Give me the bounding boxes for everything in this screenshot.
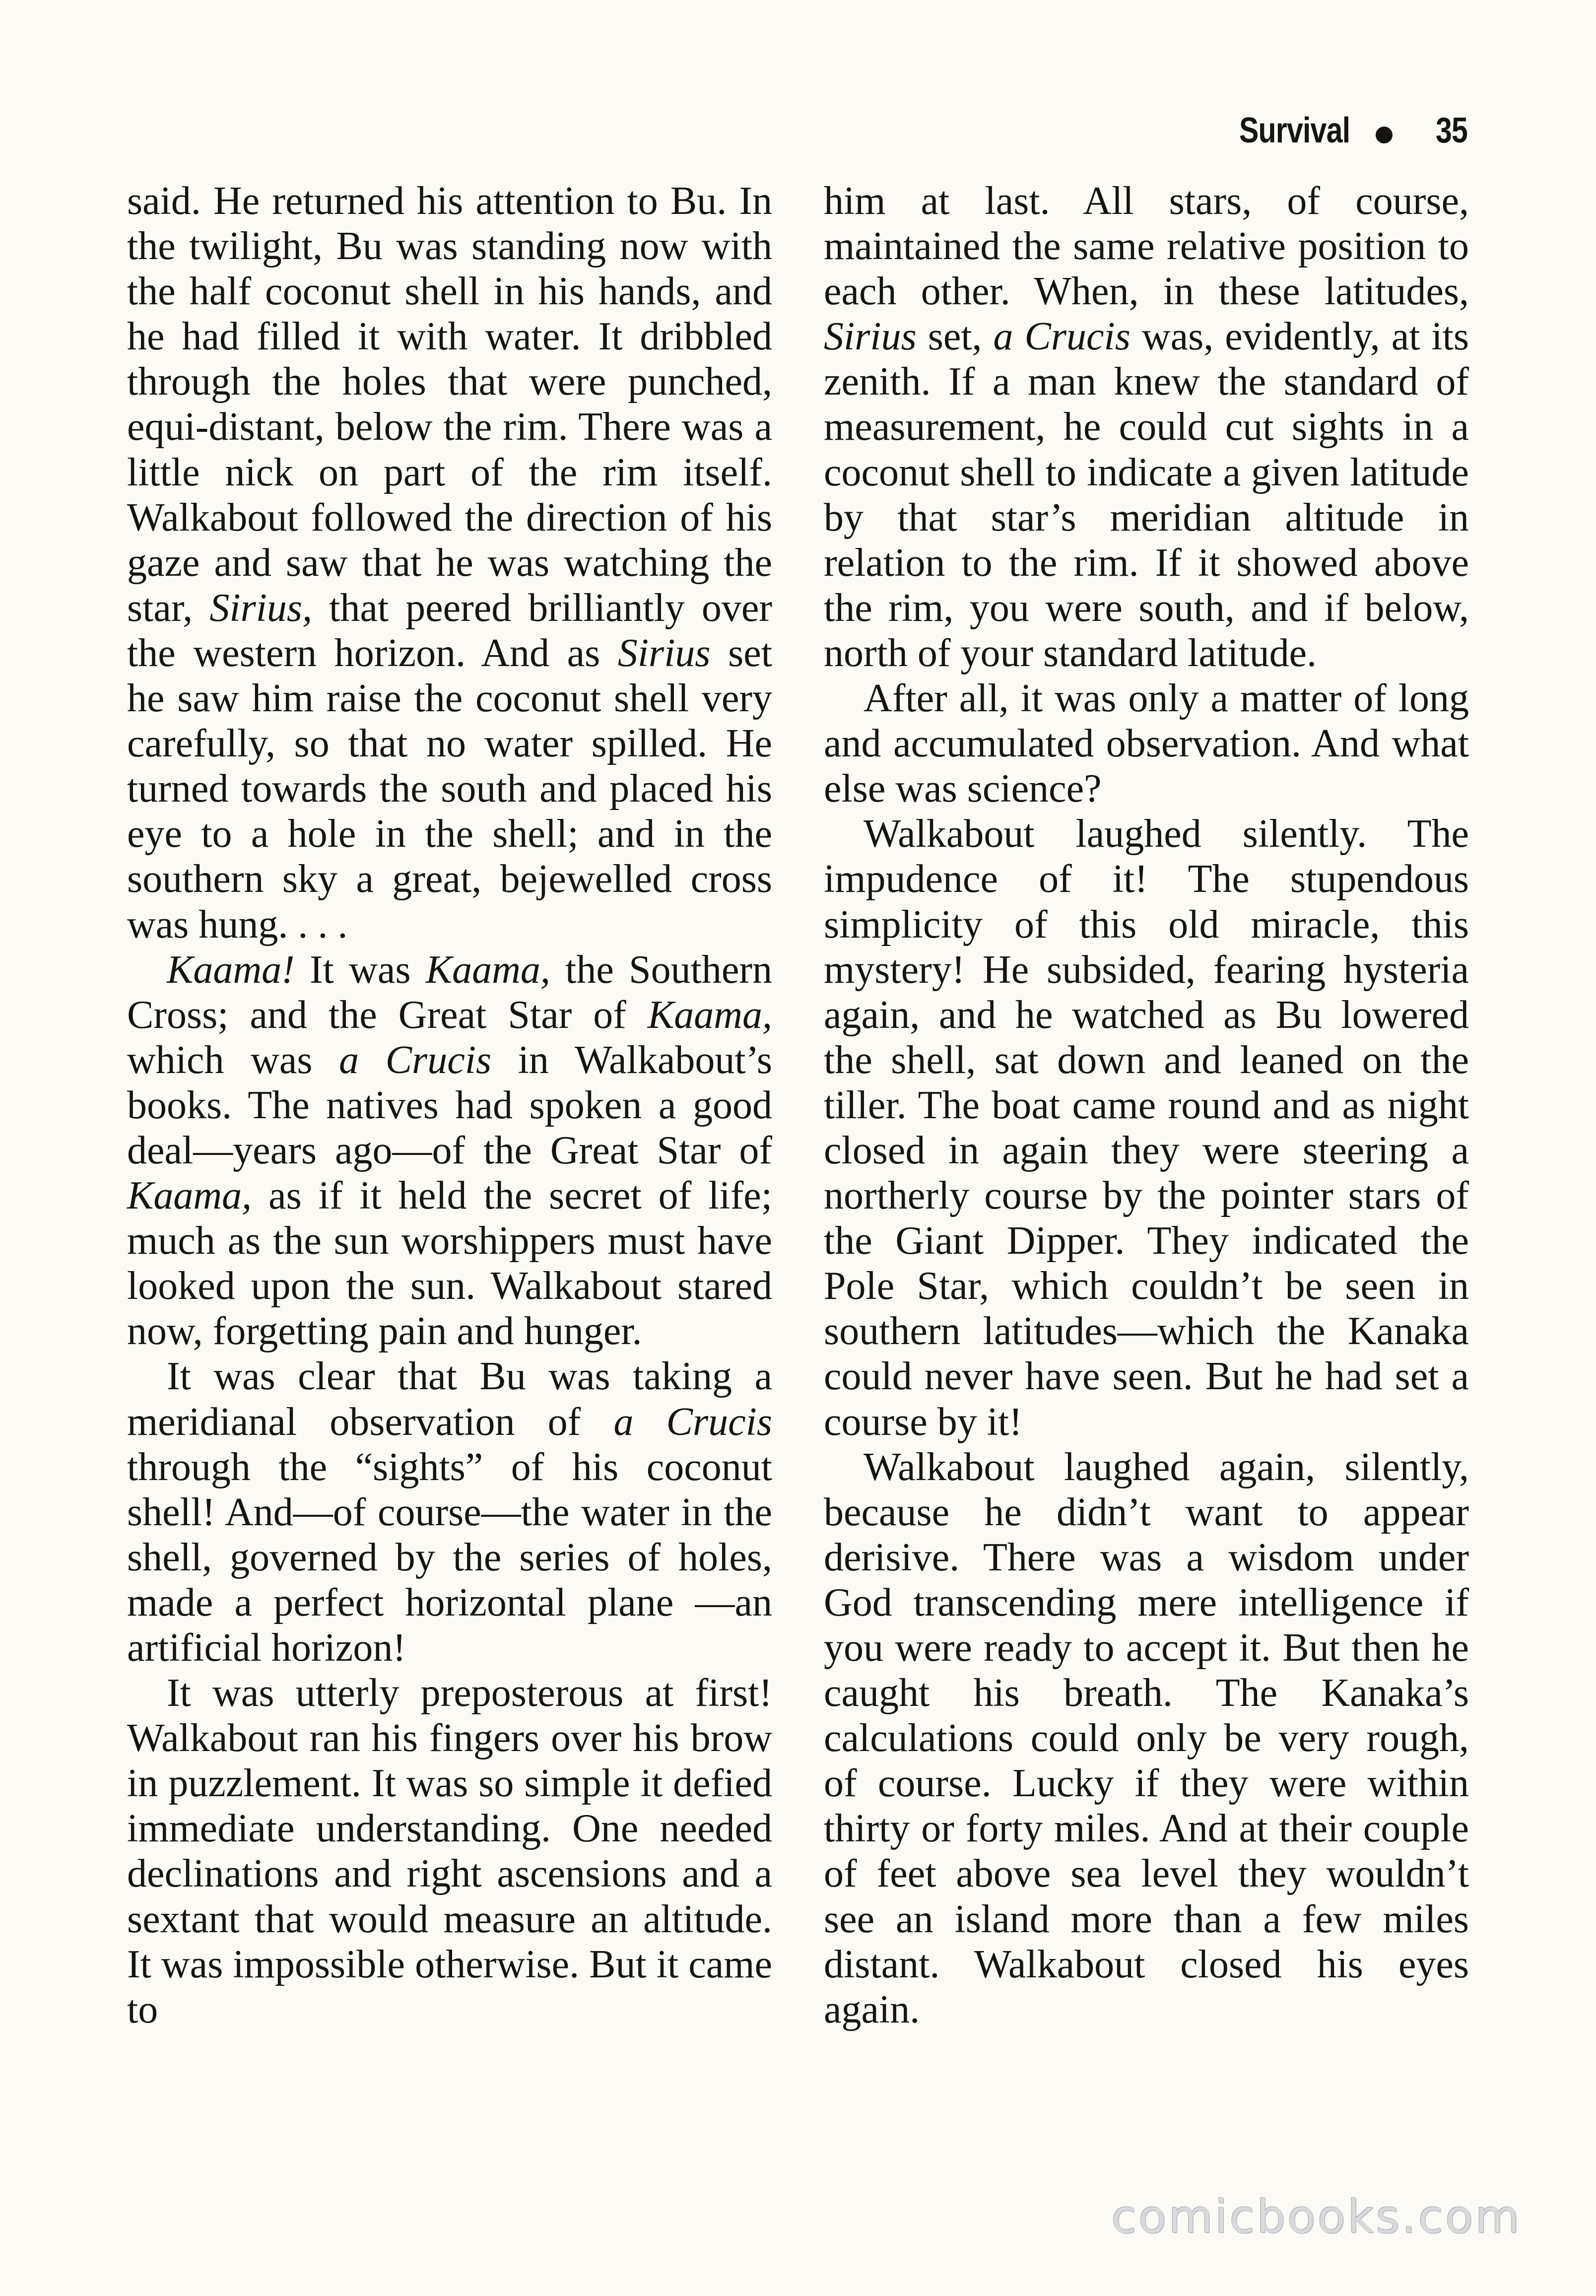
paragraph — [824, 676, 1469, 811]
italic-text: a Crucis — [339, 1038, 492, 1082]
running-head — [1215, 110, 1471, 151]
text-run: which was — [127, 1038, 339, 1082]
italic-text: a Crucis — [613, 1400, 772, 1444]
paragraph — [127, 1354, 772, 1671]
text-run: It was utterly preposterous at first! Walkabout ran his fingers over his brow in puzzlement. It was so simple it defied immediate understanding. One needed declinations and right ascensions and a sextant that would measure an altitude. It was impossible otherwise. But it came to — [127, 1671, 772, 2031]
paragraph — [127, 1671, 772, 2032]
text-run: through the “sights” of his coconut shell! And—of course—the water in the shell, governed by the series of holes, made a perfect horizontal plane —an artificial horizon! — [127, 1445, 772, 1670]
italic-text: Kaama, — [647, 993, 772, 1037]
text-run: said. He returned his attention to Bu. In the twilight, Bu was standing now with the half coconut shell in his hands, and he had filled it with water. It dribbled through the holes that were punched, equi-distant, below the rim. There was a little nick on part of the rim itself. Walkabout followed the direction of his gaze and saw that he was watching the star, — [127, 179, 772, 630]
paragraph — [824, 811, 1469, 1444]
left-text-column — [127, 179, 772, 2032]
italic-text: Kaama, — [425, 947, 550, 992]
text-run: Walkabout laughed silently. The impudence of it! The stupendous simplicity of this old miracle, this mystery! He subsided, fearing hysteria again, and he watched as Bu lowered the shell, sat down and leaned on the tiller. The boat came round and as night closed in again they were steering a northerly course by the pointer stars of the Giant Dipper. They indicated the Pole Star, which couldn’t be seen in southern latitudes—which the Kanaka could never have seen. But he had set a course by it! — [824, 812, 1469, 1444]
page-number: 35 — [1435, 111, 1467, 150]
paragraph — [824, 179, 1469, 676]
text-run: the Southern Cross; and the Great Star of — [127, 947, 772, 1037]
text-run: that peered brilliantly over the western horizon. And as — [127, 586, 772, 675]
text-run: was, evidently, at its zenith. If a man knew the standard of measurement, he could cut sights in a coconut shell to indicate a given latitude by that star’s meridian altitude in relation to the rim. If it showed above the rim, you were south, and if below, north of your standard latitude. — [824, 315, 1469, 675]
text-run: It was clear that Bu was taking a meridianal observation of — [127, 1354, 772, 1444]
paragraph — [824, 1445, 1469, 2032]
watermark: comicbooks.com — [1111, 2190, 1522, 2243]
italic-text: Sirius — [824, 315, 917, 359]
text-run: set, — [916, 315, 994, 359]
text-run: Walkabout laughed again, silently, because he didn’t want to appear derisive. There was a wisdom under God transcending mere intelligence if you were ready to accept it. But then he caught his breath. The Kanaka’s calculations could only be very rough, of course. Lucky if they were within thirty or forty miles. And at their couple of feet above sea level they wouldn’t see an island more than a few miles distant. Walkabout closed his eyes again. — [824, 1445, 1469, 2031]
text-run: in Walkabout’s books. The natives had spoken a good deal—years ago—of the Great Star of — [127, 1038, 773, 1172]
italic-text: Sirius — [617, 631, 711, 675]
italic-text: Sirius, — [209, 586, 313, 630]
italic-text: a Crucis — [993, 315, 1130, 359]
text-run: It was — [294, 947, 426, 992]
italic-text: Kaama, — [127, 1174, 252, 1218]
bullet-separator — [1376, 127, 1393, 143]
paragraph — [127, 179, 772, 947]
text-run: After all, it was only a matter of long and accumulated observation. And what else was science? — [824, 676, 1469, 811]
right-text-column — [824, 179, 1469, 2032]
paragraph — [127, 947, 772, 1354]
text-run: as if it held the secret of life; much as the sun worshippers must have looked upon the sun. Walkabout stared now, forgetting pain and hunger. — [127, 1174, 772, 1353]
text-run: him at last. All stars, of course, maintained the same relative position to each other. When, in these latitudes, — [824, 179, 1469, 314]
italic-text: Kaama! — [167, 947, 295, 992]
text-run: set he saw him raise the coconut shell very carefully, so that no water spilled. He turned towards the south and placed his eye to a hole in the shell; and in the southern sky a great, bejewelled cross was hung. . . . — [127, 631, 772, 946]
section-title: Survival — [1239, 111, 1350, 150]
